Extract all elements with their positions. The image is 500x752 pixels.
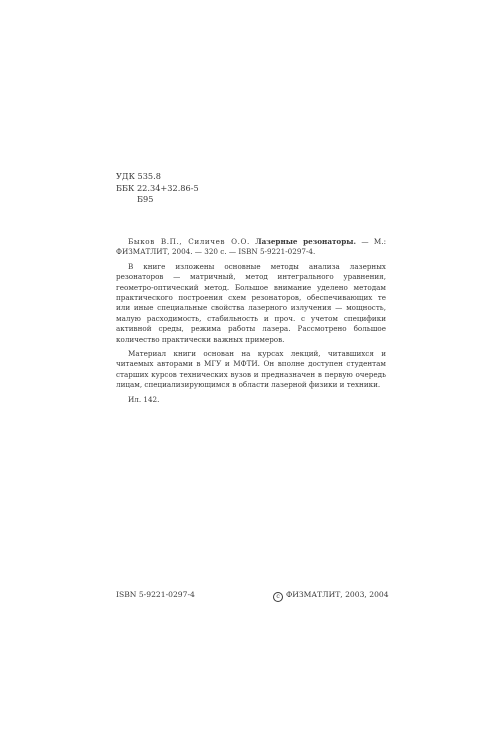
abstract-paragraph-1: В книге изложены основные методы анализа лазерных резонаторов — матричный, метод интегрального уравнения, геометро-оптический метод. Большое внимание уделено методам практического построения схем резонаторов, обеспечивающих те или иные специальные свойства лазерного излучения — мощность, малую расходимость, стабильность и проч. с учетом специфики активной среды, режима работы лазера. Рассмотрено большое количество практически важных примеров. xyxy=(116,261,386,344)
bbk-code: ББК 22.34+32.86-5 xyxy=(116,182,199,193)
classification-codes xyxy=(116,171,199,206)
copyright-icon: c xyxy=(273,592,283,602)
footer-copyright xyxy=(273,590,389,602)
bibliographic-record xyxy=(116,237,386,405)
illustrations-count: Ил. 142. xyxy=(128,394,160,404)
citation-imprint: — М.: ФИЗМАТЛИТ, 2004. — 320 с. — ISBN 5-9221-0297-4. xyxy=(116,237,386,257)
copyright-text: ФИЗМАТЛИТ, 2003, 2004 xyxy=(286,590,389,599)
citation-authors: Быков В.П., Силичев О.О. xyxy=(128,237,250,246)
abstract-paragraph-2: Материал книги основан на курсах лекций, читавшихся и читаемых авторами в МГУ и МФТИ. Он вполне доступен студентам старших курсов технических вузов и предназначен в первую очередь лицам, специализирующимся в области лазерной физики и техники. xyxy=(116,349,386,390)
citation-title: Лазерные резонаторы. xyxy=(255,237,356,246)
udk-code: УДК 535.8 xyxy=(116,171,161,181)
author-mark: Б95 xyxy=(137,194,154,204)
citation xyxy=(116,237,386,258)
footer-isbn: ISBN 5-9221-0297-4 xyxy=(116,590,195,599)
